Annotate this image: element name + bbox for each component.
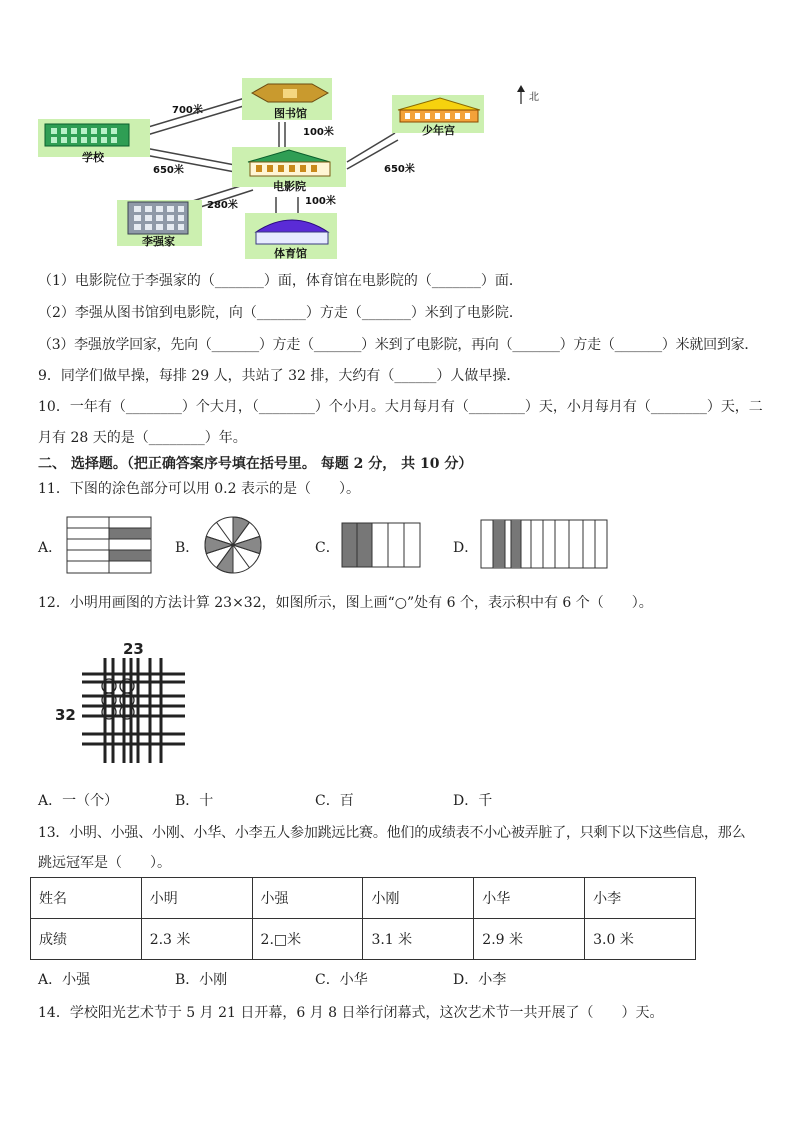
q14: 14．学校阳光艺术节于 5 月 21 日开幕，6 月 8 日举行闭幕式，这次艺术节一共开展了（ ）天。 xyxy=(38,1005,664,1021)
q11-option-c: C． xyxy=(315,540,340,556)
dist-youth-cinema: 650米 xyxy=(384,164,415,175)
q13-option-a: A．小强 xyxy=(38,972,91,988)
table-cell: 小刚 xyxy=(363,878,474,919)
q13-option-c: C．小华 xyxy=(315,972,368,988)
q12-label-top: 23 xyxy=(123,640,144,658)
dist-cinema-gym: 100米 xyxy=(305,196,336,207)
q8-1: （1）电影院位于李强家的（_______）面，体育馆在电影院的（_______）面． xyxy=(38,273,523,289)
q8-3: （3）李强放学回家，先向（_______）方走（_______）米到了电影院，再向（_______）方走（_______）米就回到家． xyxy=(38,337,759,353)
map-label-library: 图书馆 xyxy=(274,107,307,120)
q11-figure-d xyxy=(480,519,608,569)
table-cell: 小李 xyxy=(585,878,696,919)
table-cell: 姓名 xyxy=(31,878,142,919)
dist-library-cinema: 100米 xyxy=(303,127,334,138)
q12-figure xyxy=(50,636,200,766)
table-cell: 2.9 米 xyxy=(474,919,585,960)
q13-score-table xyxy=(30,877,696,960)
q8-2: （2）李强从图书馆到电影院，向（_______）方走（_______）米到了电影院． xyxy=(38,305,523,321)
table-row xyxy=(31,919,696,960)
map-label-school: 学校 xyxy=(82,151,104,164)
table-cell: 3.1 米 xyxy=(363,919,474,960)
dist-school-library: 700米 xyxy=(172,105,203,116)
q12-option-c: C．百 xyxy=(315,793,354,809)
map-figure xyxy=(0,0,793,265)
q13-option-b: B．小刚 xyxy=(175,972,228,988)
q11-option-d: D． xyxy=(453,540,479,556)
q11: 11．下图的涂色部分可以用 0.2 表示的是（ ）。 xyxy=(38,481,360,497)
q11-figure-b xyxy=(203,515,263,575)
map-label-gym: 体育馆 xyxy=(274,247,307,260)
q12-option-d: D．千 xyxy=(453,793,493,809)
q12: 12．小明用画图的方法计算 23×32，如图所示，图上画“○”处有 6 个，表示积中有 6 个（ ）。 xyxy=(38,595,653,611)
q12-option-a: A．一（个） xyxy=(38,793,119,809)
dist-home-cinema: 280米 xyxy=(207,200,238,211)
map-label-cinema: 电影院 xyxy=(273,180,306,193)
table-cell: 小华 xyxy=(474,878,585,919)
north-label: 北 xyxy=(529,92,539,103)
map-label-youth-palace: 少年宫 xyxy=(422,124,455,137)
q10-line1: 10．一年有（________）个大月，（________）个小月。大月每月有（________）天，小月每月有（________）天，二 xyxy=(38,399,763,415)
q13-line1: 13．小明、小强、小刚、小华、小李五人参加跳远比赛。他们的成绩表不小心被弄脏了，只剩下以下这些信息，那么 xyxy=(38,825,746,841)
table-cell: 2.3 米 xyxy=(141,919,252,960)
q13-option-d: D．小李 xyxy=(453,972,507,988)
q12-label-left: 32 xyxy=(55,706,76,724)
q11-figure-a xyxy=(66,516,152,574)
map-label-home: 李强家 xyxy=(142,235,175,248)
north-arrow-icon xyxy=(517,85,525,104)
q11-option-a: A． xyxy=(38,540,63,556)
table-cell: 3.0 米 xyxy=(585,919,696,960)
table-row xyxy=(31,878,696,919)
q9: 9．同学们做早操，每排 29 人，共站了 32 排，大约有（______）人做早操． xyxy=(38,368,521,384)
dist-school-cinema: 650米 xyxy=(153,165,184,176)
table-cell: 小强 xyxy=(252,878,363,919)
q13-line2: 跳远冠军是（ ）。 xyxy=(38,855,171,871)
q11-option-b: B． xyxy=(175,540,200,556)
q11-figure-c xyxy=(341,522,421,568)
table-cell: 2.□米 xyxy=(252,919,363,960)
q10-line2: 月有 28 天的是（________）年。 xyxy=(38,430,247,446)
table-cell: 小明 xyxy=(141,878,252,919)
table-cell: 成绩 xyxy=(31,919,142,960)
section-heading: 二、 选择题。（把正确答案序号填在括号里。 每题 2 分， 共 10 分） xyxy=(38,456,473,472)
q12-option-b: B．十 xyxy=(175,793,214,809)
